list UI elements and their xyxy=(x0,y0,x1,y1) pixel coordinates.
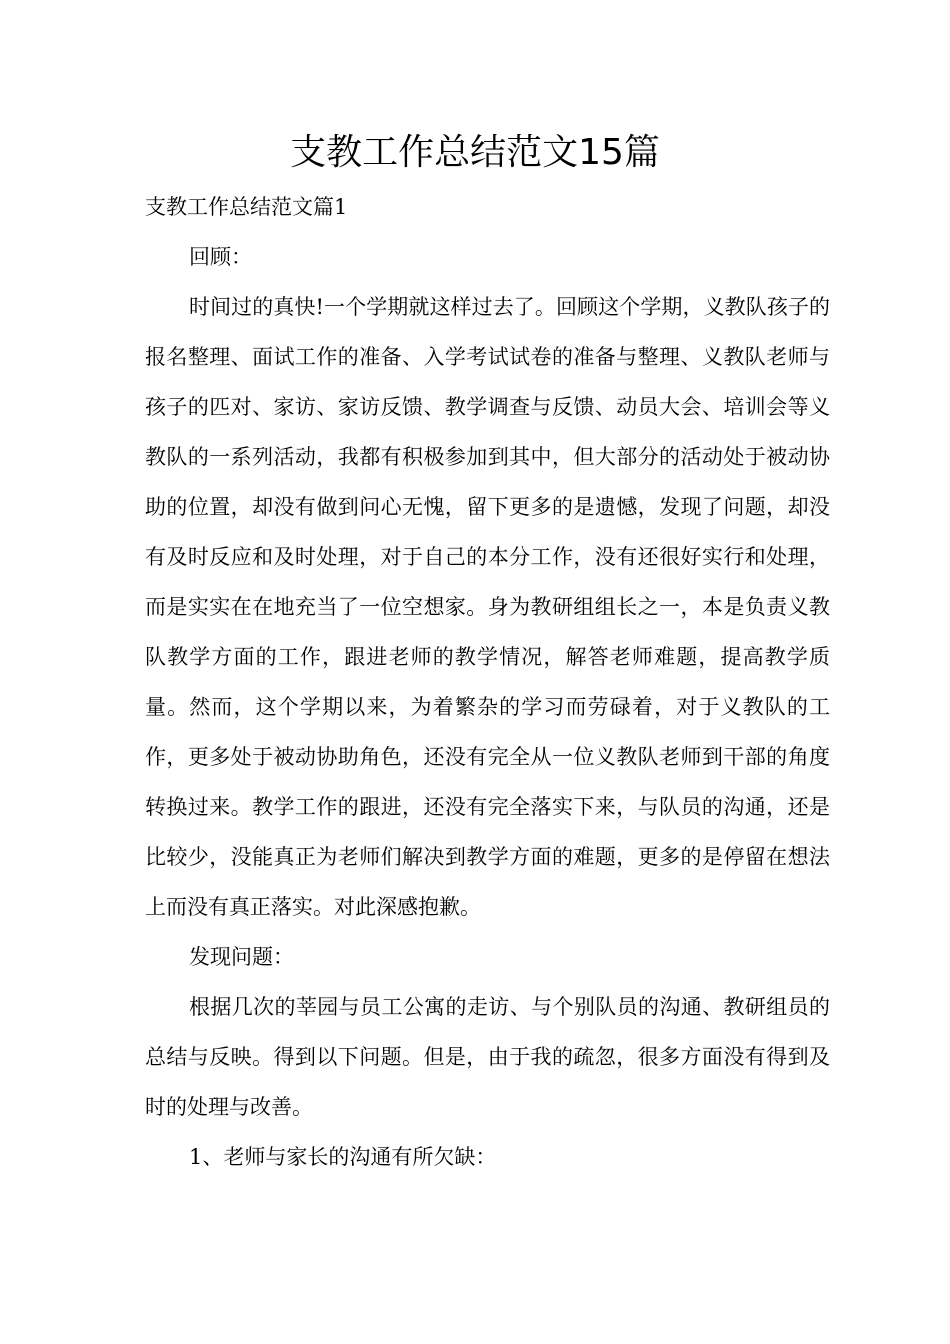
section-heading: 支教工作总结范文篇1 xyxy=(145,195,348,219)
paragraph-problems-body: 根据几次的莘园与员工公寓的走访、与个别队员的沟通、教研组员的总结与反映。得到以下问题。但是，由于我的疏忽，很多方面没有得到及时的处理与改善。 xyxy=(145,995,830,1119)
paragraph-item-1: 1、老师与家长的沟通有所欠缺： xyxy=(189,1145,497,1169)
document-body xyxy=(145,182,830,1182)
paragraph-review-body: 时间过的真快!一个学期就这样过去了。回顾这个学期，义教队孩子的报名整理、面试工作的准备、入学考试试卷的准备与整理、义教队老师与孩子的匹对、家访、家访反馈、教学调查与反馈、动员大会、培训会等义教队的一系列活动，我都有积极参加到其中，但大部分的活动处于被动协助的位置，却没有做到问心无愧，留下更多的是遗憾，发现了问题，却没有及时反应和及时处理，对于自己的本分工作，没有还很好实行和处理，而是实实在在地充当了一位空想家。身为教研组组长之一，本是负责义教队教学方面的工作，跟进老师的教学情况，解答老师难题，提高教学质量。然而，这个学期以来，为着繁杂的学习而劳碌着，对于义教队的工作，更多处于被动协助角色，还没有完全从一位义教队老师到干部的角度转换过来。教学工作的跟进，还没有完全落实下来，与队员的沟通，还是比较少，没能真正为老师们解决到教学方面的难题，更多的是停留在想法上而没有真正落实。对此深感抱歉。 xyxy=(145,295,830,919)
document-title: 支教工作总结范文15篇 xyxy=(290,132,660,173)
paragraph-problems-label: 发现问题： xyxy=(189,945,294,969)
paragraph-review-label: 回顾： xyxy=(189,245,252,269)
